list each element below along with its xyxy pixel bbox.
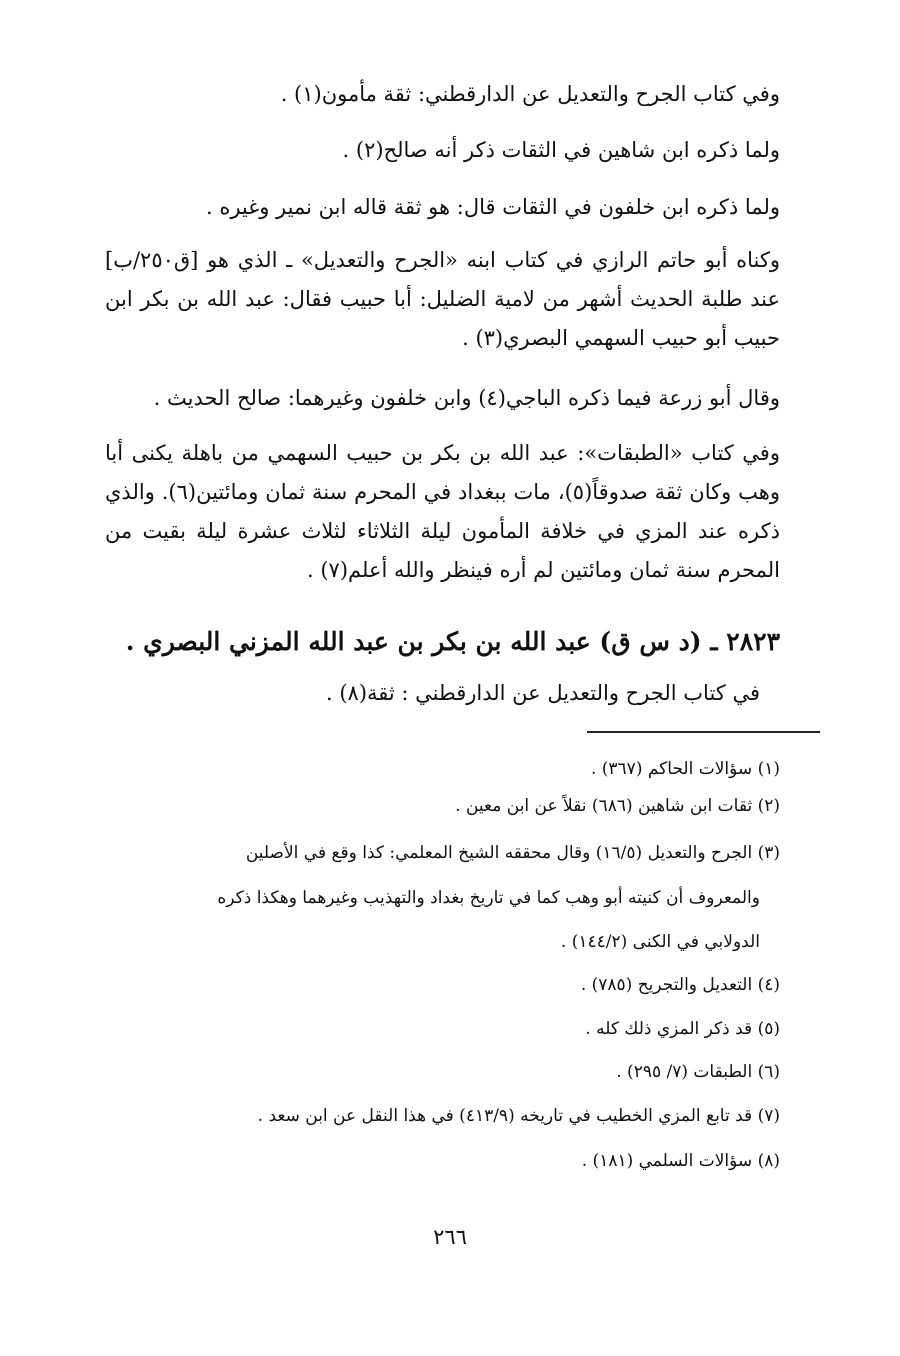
footnote-8: (٨) سؤالات السلمي (١٨١) .: [581, 1151, 780, 1171]
footnote-4: (٤) التعديل والتجريح (٧٨٥) .: [580, 975, 780, 995]
footnote-3-end: الدولابي في الكنى (١٤٤/٢) .: [560, 932, 760, 952]
entry-text: في كتاب الجرح والتعديل عن الدارقطني : ثقة(٨) .: [326, 681, 760, 705]
paragraph-4: وكناه أبو حاتم الرازي في كتاب ابنه «الجرح والتعديل» ـ الذي هو [ق٢٥٠/ب] عند طلبة الحديث أشهر من لامية الضليل: أبا حبيب فقال: عبد الله بن بكر ابن حبيب أبو حبيب السهمي البصري(٣) .: [105, 248, 780, 350]
footnote-6: (٦) الطبقات (٧/ ٢٩٥) .: [616, 1062, 780, 1082]
paragraph-3: ولما ذكره ابن خلفون في الثقات قال: هو ثقة قاله ابن نمير وغيره .: [205, 195, 780, 219]
page-number: ٢٦٦: [433, 1225, 467, 1249]
paragraph-5: وقال أبو زرعة فيما ذكره الباجي(٤) وابن خلفون وغيرهما: صالح الحديث .: [153, 386, 780, 410]
footnote-3: (٣) الجرح والتعديل (١٦/٥) وقال محققه الشيخ المعلمي: كذا وقع في الأصلين: [245, 843, 780, 863]
paragraph-1: وفي كتاب الجرح والتعديل عن الدارقطني: ثقة مأمون(١) .: [280, 82, 780, 106]
paragraph-2: ولما ذكره ابن شاهين في الثقات ذكر أنه صالح(٢) .: [342, 138, 780, 162]
footnote-1: (١) سؤالات الحاكم (٣٦٧) .: [590, 759, 780, 779]
footnote-5: (٥) قد ذكر المزي ذلك كله .: [585, 1019, 780, 1039]
paragraph-6: وفي كتاب «الطبقات»: عبد الله بن بكر بن حبيب السهمي من باهلة يكنى أبا وهب وكان ثقة صدوقاً(٥)، مات ببغداد في المحرم سنة ثمان ومائتين(٦). والذي ذكره عند المزي في خلافة المأمون ليلة الثلاثاء لثلاث عشرة ليلة بقيت من المحرم سنة ثمان ومائتين لم أره فينظر والله أعلم(٧) .: [105, 441, 780, 582]
footnote-2: (٢) ثقات ابن شاهين (٦٨٦) نقلاً عن ابن معين .: [455, 796, 780, 816]
footnote-divider: [587, 731, 820, 733]
footnote-3-continued: والمعروف أن كنيته أبو وهب كما في تاريخ بغداد والتهذيب وغيرهما وهكذا ذكره: [217, 888, 760, 908]
entry-heading: ٢٨٢٣ ـ (د س ق) عبد الله بن بكر بن عبد الله المزني البصري .: [125, 627, 780, 656]
footnote-7: (٧) قد تابع المزي الخطيب في تاريخه (٤١٣/٩) في هذا النقل عن ابن سعد .: [257, 1106, 780, 1126]
